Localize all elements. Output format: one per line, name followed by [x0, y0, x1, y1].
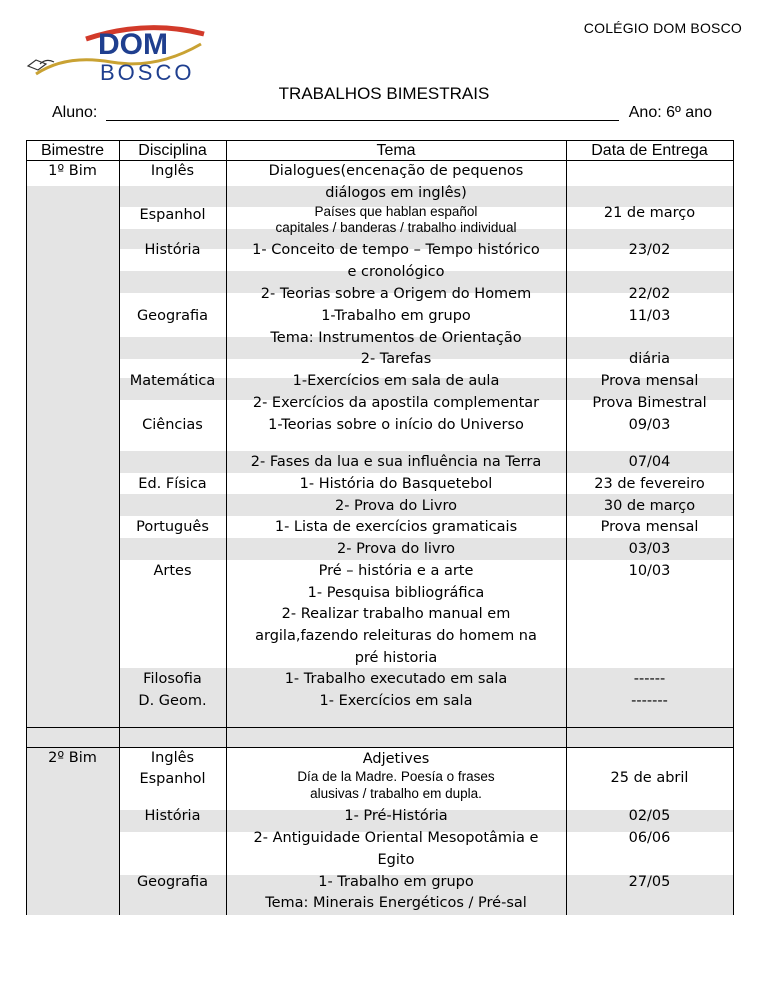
tema-line: alusivas / trabalho em dupla.: [310, 786, 482, 801]
tema-line: Día de la Madre. Poesía o frases: [297, 769, 495, 784]
tema-line: pré historia: [354, 650, 438, 666]
data-entrega: Prova mensal: [600, 519, 699, 535]
data-entrega: Prova mensal: [600, 373, 699, 389]
disc-portugues: Português: [136, 519, 209, 535]
data-entrega: 23 de fevereiro: [594, 476, 705, 492]
disc-ciencias: Ciências: [142, 417, 203, 433]
gray-sep-row: [119, 727, 734, 747]
data-entrega: 25 de abril: [610, 770, 689, 786]
disc-edfisica: Ed. Física: [138, 476, 207, 492]
col-data: Data de Entrega: [591, 142, 708, 159]
dom-bosco-logo: [26, 14, 226, 92]
data-entrega: Prova Bimestral: [592, 395, 707, 411]
tema-line: 2- Antiguidade Oriental Mesopotâmia e: [253, 830, 539, 846]
tema-line: Dialogues(encenação de pequenos: [268, 163, 524, 179]
data-entrega: 21 de março: [603, 205, 696, 221]
ano-label: Ano: 6º ano: [628, 104, 712, 121]
school-name: COLÉGIO DOM BOSCO: [583, 20, 742, 36]
data-entrega: 11/03: [628, 308, 671, 324]
disc-artes: Artes: [153, 563, 192, 579]
tema-line: 2- Prova do livro: [337, 541, 455, 557]
tema-line: 2- Realizar trabalho manual em: [281, 606, 511, 622]
tema-line: Tema: Instrumentos de Orientação: [270, 330, 522, 346]
svg-text:DOM: DOM: [98, 28, 168, 61]
tema-line: 1- História do Basquetebol: [299, 476, 493, 492]
disc-matematica: Matemática: [129, 373, 216, 389]
data-entrega: 22/02: [628, 286, 671, 302]
tema-line: 1- Exercícios em sala: [319, 693, 473, 709]
tema-line: e cronológico: [347, 264, 445, 280]
tema-line: Egito: [377, 852, 415, 868]
data-entrega: ------: [633, 671, 666, 687]
bimestre-2: 2º Bim: [48, 750, 97, 766]
col-bimestre: Bimestre: [40, 142, 105, 159]
tema-line: capitales / banderas / trabalho individual: [275, 220, 517, 235]
tema-line: Pré – história e a arte: [318, 563, 474, 579]
disc-geografia: Geografia: [136, 308, 209, 324]
disc-historia-2: História: [144, 808, 201, 824]
tema-line: 2- Teorias sobre a Origem do Homem: [260, 286, 532, 302]
page-title: TRABALHOS BIMESTRAIS: [278, 84, 490, 103]
tema-line: argila,fazendo releituras do homem na: [255, 628, 537, 644]
tema-line: 1-Exercícios em sala de aula: [292, 373, 500, 389]
tema-line: 2- Exercícios da apostila complementar: [252, 395, 540, 411]
gray-bimestre-col: [26, 186, 119, 915]
disc-ingles-2: Inglês: [150, 750, 195, 766]
tema-line: 1- Trabalho executado em sala: [284, 671, 508, 687]
data-entrega: 07/04: [628, 454, 671, 470]
disc-ingles: Inglês: [150, 163, 195, 179]
col-disciplina: Disciplina: [138, 142, 207, 159]
tema-line: 1- Conceito de tempo – Tempo histórico: [252, 242, 540, 258]
tema-line: Adjetives: [362, 751, 430, 767]
tema-line: 2- Prova do Livro: [334, 498, 458, 514]
data-entrega: 03/03: [628, 541, 671, 557]
disc-espanhol: Espanhol: [139, 207, 206, 223]
aluno-underline: [106, 120, 619, 121]
schedule-table: [26, 140, 734, 915]
data-entrega: 30 de março: [603, 498, 696, 514]
tema-line: 1- Trabalho em grupo: [318, 874, 474, 890]
data-entrega: 23/02: [628, 242, 671, 258]
data-entrega: 27/05: [628, 874, 671, 890]
tema-line: diálogos em inglês): [325, 185, 467, 201]
tema-line: 1- Pesquisa bibliográfica: [307, 585, 485, 601]
disc-geografia-2: Geografia: [136, 874, 209, 890]
data-entrega: -------: [631, 693, 668, 709]
disc-dgeom: D. Geom.: [138, 693, 207, 709]
disc-historia: História: [144, 242, 201, 258]
aluno-label: Aluno:: [52, 104, 98, 121]
disc-espanhol-2: Espanhol: [139, 771, 206, 787]
tema-line: 2- Fases da lua e sua influência na Terra: [250, 454, 542, 470]
data-entrega: 09/03: [628, 417, 671, 433]
tema-line: 2- Tarefas: [360, 351, 432, 367]
bimestre-1: 1º Bim: [48, 163, 97, 179]
tema-line: Países que hablan español: [314, 204, 478, 219]
disc-filosofia: Filosofia: [143, 671, 202, 687]
svg-text:BOSCO: BOSCO: [100, 60, 195, 85]
tema-line: Tema: Minerais Energéticos / Pré-sal: [265, 895, 527, 911]
data-entrega: diária: [629, 351, 670, 367]
tema-line: 1-Teorias sobre o início do Universo: [268, 417, 524, 433]
data-entrega: 06/06: [628, 830, 671, 846]
data-entrega: 02/05: [628, 808, 671, 824]
data-entrega: 10/03: [628, 563, 671, 579]
tema-line: 1- Lista de exercícios gramaticais: [274, 519, 518, 535]
col-tema: Tema: [376, 142, 416, 159]
tema-line: 1- Pré-História: [344, 808, 448, 824]
tema-line: 1-Trabalho em grupo: [321, 308, 471, 324]
